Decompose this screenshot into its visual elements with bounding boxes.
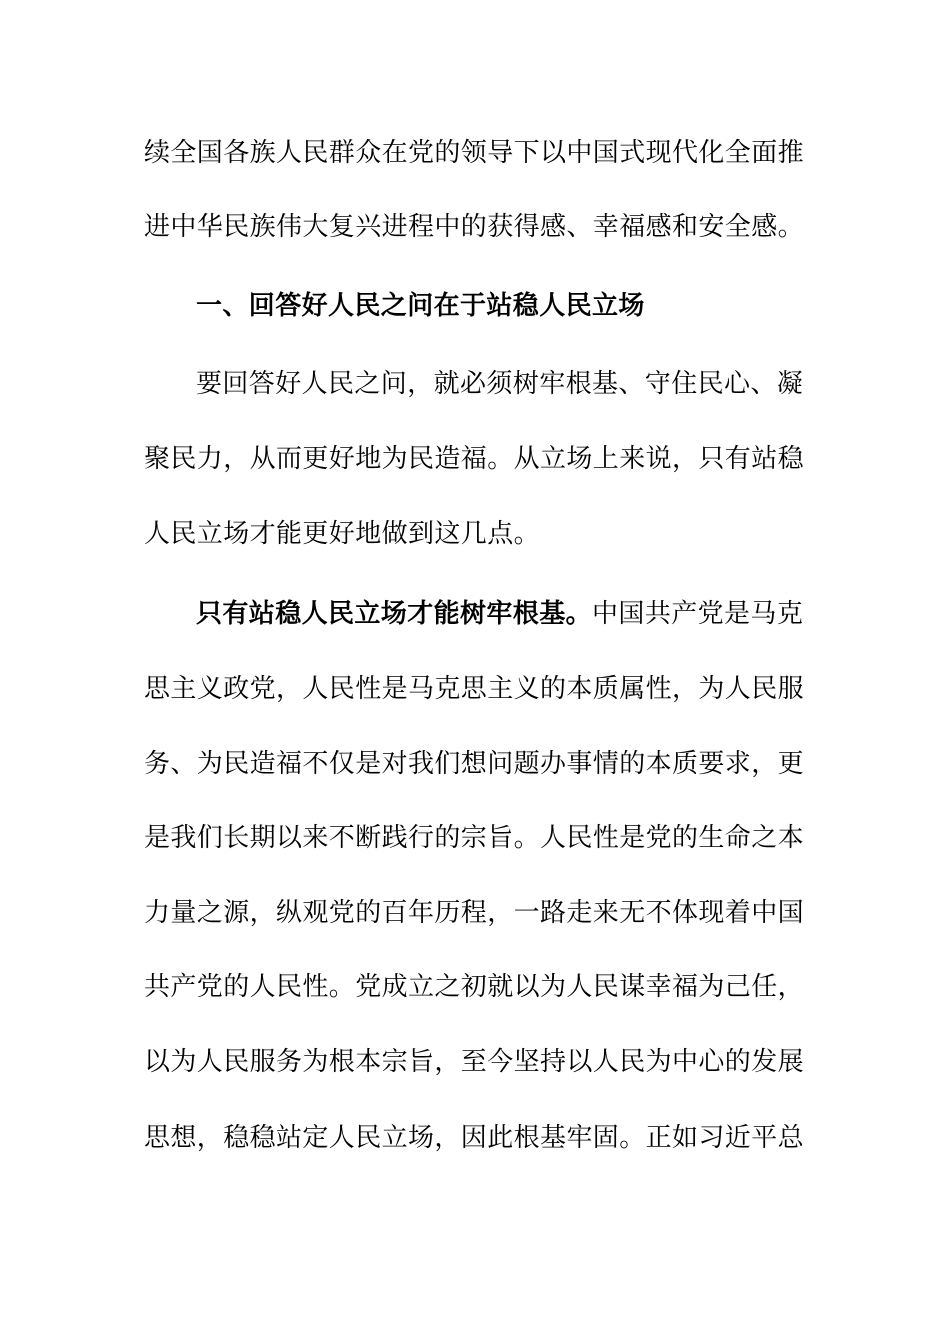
paragraph-line: 力量之源，纵观党的百年历程，一路走来无不体现着中国 — [144, 898, 805, 928]
paragraph-line: 共产党的人民性。党成立之初就以为人民谋幸福为己任， — [144, 972, 805, 1002]
paragraph-line: 思想，稳稳站定人民立场，因此根基牢固。正如习近平总 — [144, 1123, 805, 1153]
section-heading: 一、回答好人民之问在于站稳人民立场 — [196, 291, 645, 321]
paragraph-first-line — [196, 597, 806, 631]
paragraph-line-rest: 中国共产党是马克 — [592, 599, 804, 629]
paragraph-line: 要回答好人民之问，就必须树牢根基、守住民心、凝 — [196, 369, 804, 399]
paragraph-line: 聚民力，从而更好地为民造福。从立场上来说，只有站稳 — [144, 444, 805, 474]
paragraph-line: 思主义政党，人民性是马克思主义的本质属性，为人民服 — [144, 674, 805, 704]
bold-lead-sentence: 只有站稳人民立场才能树牢根基。 — [196, 599, 593, 629]
text-line: 进中华民族伟大复兴进程中的获得感、幸福感和安全感。 — [144, 212, 805, 242]
paragraph-line: 人民立场才能更好地做到这几点。 — [144, 519, 541, 549]
paragraph-line: 以为人民服务为根本宗旨，至今坚持以人民为中心的发展 — [144, 1047, 805, 1077]
text-line: 续全国各族人民群众在党的领导下以中国式现代化全面推 — [144, 138, 805, 168]
paragraph-line: 是我们长期以来不断践行的宗旨。人民性是党的生命之本 — [144, 823, 805, 853]
paragraph-line: 务、为民造福不仅是对我们想问题办事情的本质要求，更 — [144, 749, 805, 779]
